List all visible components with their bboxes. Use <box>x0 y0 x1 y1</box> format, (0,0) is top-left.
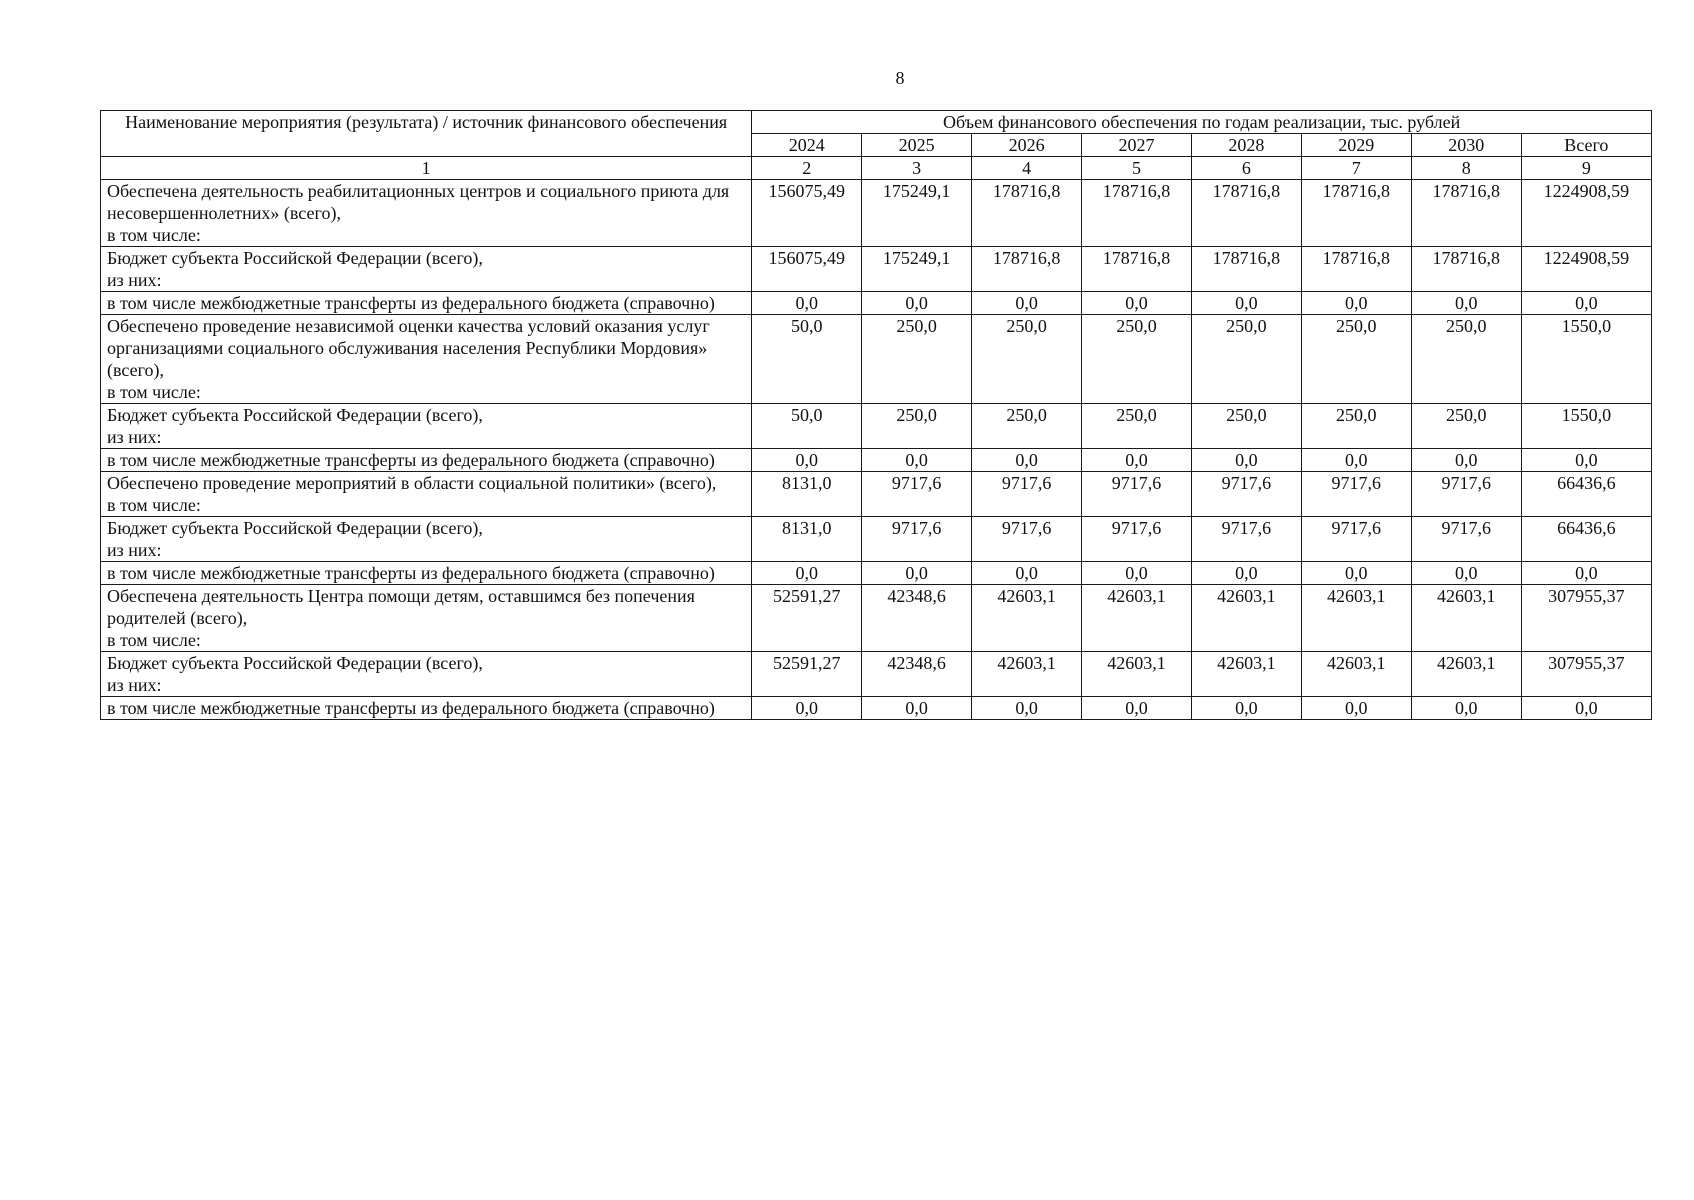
value-cell: 250,0 <box>1411 315 1521 404</box>
value-cell: 52591,27 <box>752 585 862 652</box>
table-row <box>101 315 1652 404</box>
value-cell: 178716,8 <box>1082 247 1192 292</box>
row-name-cell: Бюджет субъекта Российской Федерации (всего), из них: <box>101 404 752 449</box>
year-header-cell: 2025 <box>862 134 972 157</box>
table-header <box>101 111 1652 180</box>
table-body <box>101 180 1652 720</box>
value-cell: 42603,1 <box>1301 585 1411 652</box>
value-cell: 9717,6 <box>972 472 1082 517</box>
column-index-cell: 8 <box>1411 157 1521 180</box>
page-number: 8 <box>895 68 905 88</box>
value-cell: 9717,6 <box>1411 517 1521 562</box>
value-cell: 42603,1 <box>1082 585 1192 652</box>
column-index-cell: 5 <box>1082 157 1192 180</box>
value-cell: 250,0 <box>862 315 972 404</box>
column-index-cell: 4 <box>972 157 1082 180</box>
value-cell: 0,0 <box>752 697 862 720</box>
value-cell: 178716,8 <box>1191 180 1301 247</box>
table-row <box>101 449 1652 472</box>
value-cell: 8131,0 <box>752 517 862 562</box>
year-header-cell: 2030 <box>1411 134 1521 157</box>
value-cell: 0,0 <box>972 562 1082 585</box>
value-cell: 42603,1 <box>972 585 1082 652</box>
value-cell: 9717,6 <box>1411 472 1521 517</box>
column-index-cell: 7 <box>1301 157 1411 180</box>
value-cell: 178716,8 <box>1301 247 1411 292</box>
value-cell: 0,0 <box>752 562 862 585</box>
value-cell: 1224908,59 <box>1521 180 1651 247</box>
row-name-cell: в том числе межбюджетные трансферты из федерального бюджета (справочно) <box>101 449 752 472</box>
row-name-cell: в том числе межбюджетные трансферты из федерального бюджета (справочно) <box>101 292 752 315</box>
value-cell: 178716,8 <box>1301 180 1411 247</box>
year-header-cell: Всего <box>1521 134 1651 157</box>
value-cell: 178716,8 <box>1411 247 1521 292</box>
header-volume-cell: Объем финансового обеспечения по годам реализации, тыс. рублей <box>752 111 1652 134</box>
value-cell: 156075,49 <box>752 180 862 247</box>
value-cell: 250,0 <box>1301 315 1411 404</box>
value-cell: 1224908,59 <box>1521 247 1651 292</box>
table-row <box>101 585 1652 652</box>
value-cell: 175249,1 <box>862 247 972 292</box>
value-cell: 250,0 <box>1411 404 1521 449</box>
column-index-cell: 1 <box>101 157 752 180</box>
value-cell: 178716,8 <box>1411 180 1521 247</box>
year-header-cell: 2027 <box>1082 134 1192 157</box>
value-cell: 9717,6 <box>1191 472 1301 517</box>
year-header-cell: 2028 <box>1191 134 1301 157</box>
value-cell: 156075,49 <box>752 247 862 292</box>
value-cell: 178716,8 <box>972 247 1082 292</box>
value-cell: 1550,0 <box>1521 315 1651 404</box>
value-cell: 66436,6 <box>1521 472 1651 517</box>
row-name-cell: в том числе межбюджетные трансферты из федерального бюджета (справочно) <box>101 697 752 720</box>
value-cell: 50,0 <box>752 315 862 404</box>
column-index-cell: 6 <box>1191 157 1301 180</box>
value-cell: 9717,6 <box>1191 517 1301 562</box>
column-index-cell: 9 <box>1521 157 1651 180</box>
value-cell: 0,0 <box>1411 562 1521 585</box>
row-name-cell: в том числе межбюджетные трансферты из федерального бюджета (справочно) <box>101 562 752 585</box>
value-cell: 9717,6 <box>862 517 972 562</box>
value-cell: 9717,6 <box>862 472 972 517</box>
table-row <box>101 562 1652 585</box>
value-cell: 42348,6 <box>862 585 972 652</box>
value-cell: 9717,6 <box>972 517 1082 562</box>
value-cell: 0,0 <box>972 292 1082 315</box>
value-cell: 0,0 <box>1191 562 1301 585</box>
value-cell: 0,0 <box>1301 697 1411 720</box>
value-cell: 9717,6 <box>1082 472 1192 517</box>
value-cell: 0,0 <box>1082 292 1192 315</box>
value-cell: 0,0 <box>1411 292 1521 315</box>
value-cell: 0,0 <box>1082 697 1192 720</box>
year-header-cell: 2024 <box>752 134 862 157</box>
row-name-cell: Обеспечено проведение независимой оценки качества условий оказания услуг организациями социального обслуживания населения Республики Мордовия» (всего), в том числе: <box>101 315 752 404</box>
column-index-row <box>101 157 1652 180</box>
value-cell: 178716,8 <box>972 180 1082 247</box>
value-cell: 250,0 <box>1082 315 1192 404</box>
value-cell: 42603,1 <box>1411 652 1521 697</box>
value-cell: 0,0 <box>862 562 972 585</box>
value-cell: 178716,8 <box>1191 247 1301 292</box>
row-name-cell: Бюджет субъекта Российской Федерации (всего), из них: <box>101 652 752 697</box>
value-cell: 0,0 <box>1521 562 1651 585</box>
value-cell: 0,0 <box>862 697 972 720</box>
table-row <box>101 652 1652 697</box>
column-index-cell: 3 <box>862 157 972 180</box>
value-cell: 250,0 <box>1082 404 1192 449</box>
value-cell: 0,0 <box>752 449 862 472</box>
value-cell: 307955,37 <box>1521 585 1651 652</box>
value-cell: 178716,8 <box>1082 180 1192 247</box>
value-cell: 0,0 <box>1082 449 1192 472</box>
row-name-cell: Бюджет субъекта Российской Федерации (всего), из них: <box>101 247 752 292</box>
table-row <box>101 517 1652 562</box>
value-cell: 250,0 <box>972 315 1082 404</box>
row-name-cell: Бюджет субъекта Российской Федерации (всего), из них: <box>101 517 752 562</box>
value-cell: 250,0 <box>1191 404 1301 449</box>
table-row <box>101 404 1652 449</box>
value-cell: 66436,6 <box>1521 517 1651 562</box>
value-cell: 1550,0 <box>1521 404 1651 449</box>
table-row <box>101 292 1652 315</box>
value-cell: 0,0 <box>1191 292 1301 315</box>
column-index-cell: 2 <box>752 157 862 180</box>
value-cell: 0,0 <box>1301 292 1411 315</box>
row-name-cell: Обеспечена деятельность Центра помощи детям, оставшимся без попечения родителей (всего), в том числе: <box>101 585 752 652</box>
value-cell: 250,0 <box>972 404 1082 449</box>
value-cell: 0,0 <box>1521 697 1651 720</box>
value-cell: 0,0 <box>862 292 972 315</box>
value-cell: 8131,0 <box>752 472 862 517</box>
value-cell: 0,0 <box>972 449 1082 472</box>
value-cell: 42603,1 <box>1082 652 1192 697</box>
value-cell: 50,0 <box>752 404 862 449</box>
table-row <box>101 472 1652 517</box>
value-cell: 42603,1 <box>1411 585 1521 652</box>
value-cell: 42603,1 <box>972 652 1082 697</box>
year-header-cell: 2026 <box>972 134 1082 157</box>
value-cell: 0,0 <box>752 292 862 315</box>
value-cell: 0,0 <box>862 449 972 472</box>
row-name-cell: Обеспечено проведение мероприятий в области социальной политики» (всего), в том числе: <box>101 472 752 517</box>
value-cell: 0,0 <box>1191 697 1301 720</box>
value-cell: 0,0 <box>1521 292 1651 315</box>
value-cell: 42603,1 <box>1191 585 1301 652</box>
table-row <box>101 180 1652 247</box>
value-cell: 42348,6 <box>862 652 972 697</box>
value-cell: 175249,1 <box>862 180 972 247</box>
value-cell: 9717,6 <box>1301 517 1411 562</box>
value-cell: 250,0 <box>862 404 972 449</box>
value-cell: 0,0 <box>1301 449 1411 472</box>
value-cell: 42603,1 <box>1191 652 1301 697</box>
value-cell: 250,0 <box>1191 315 1301 404</box>
table-row <box>101 697 1652 720</box>
value-cell: 0,0 <box>1411 697 1521 720</box>
value-cell: 9717,6 <box>1082 517 1192 562</box>
table-row <box>101 247 1652 292</box>
value-cell: 0,0 <box>1301 562 1411 585</box>
value-cell: 9717,6 <box>1301 472 1411 517</box>
value-cell: 0,0 <box>1521 449 1651 472</box>
value-cell: 0,0 <box>1082 562 1192 585</box>
financing-table <box>100 110 1652 720</box>
value-cell: 0,0 <box>972 697 1082 720</box>
header-name-cell: Наименование мероприятия (результата) / источник финансового обеспечения <box>101 111 752 157</box>
value-cell: 42603,1 <box>1301 652 1411 697</box>
value-cell: 250,0 <box>1301 404 1411 449</box>
value-cell: 0,0 <box>1411 449 1521 472</box>
row-name-cell: Обеспечена деятельность реабилитационных центров и социального приюта для несовершеннолетних» (всего), в том числе: <box>101 180 752 247</box>
year-header-cell: 2029 <box>1301 134 1411 157</box>
value-cell: 52591,27 <box>752 652 862 697</box>
value-cell: 0,0 <box>1191 449 1301 472</box>
value-cell: 307955,37 <box>1521 652 1651 697</box>
